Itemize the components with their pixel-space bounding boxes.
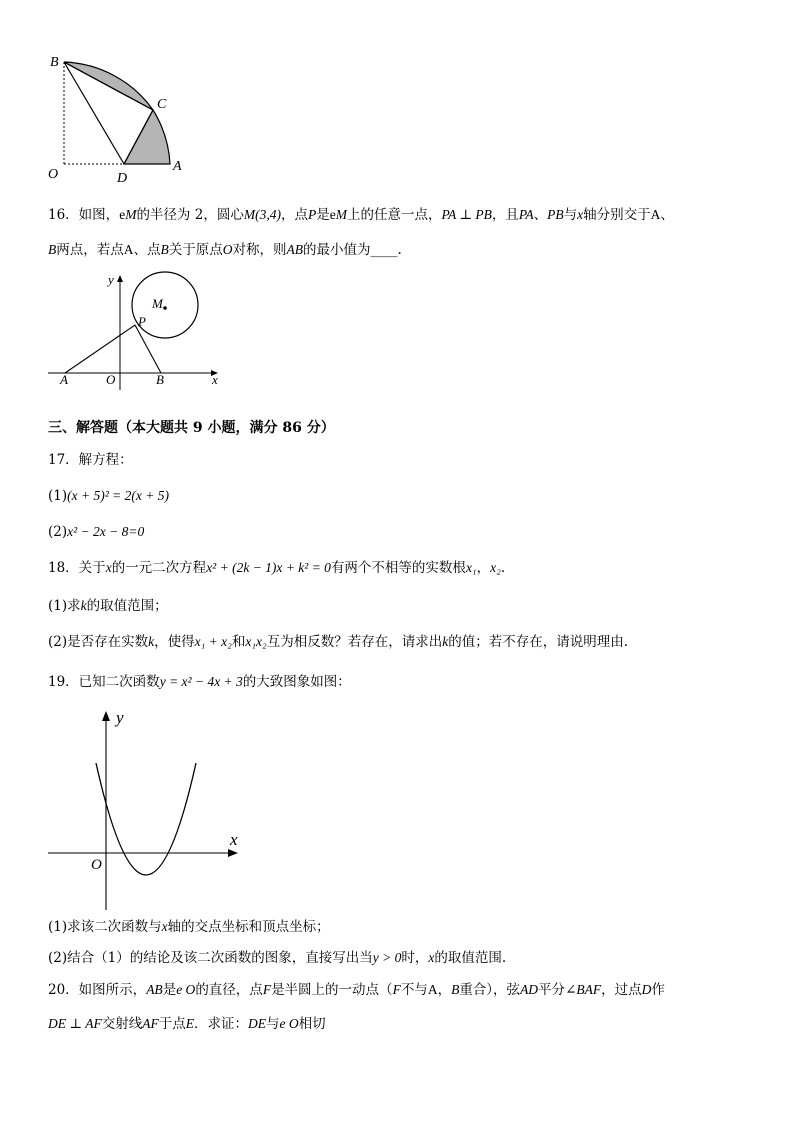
segment-pb <box>135 325 161 373</box>
label-m: M <box>152 296 163 311</box>
label-b: B <box>156 372 164 387</box>
segment-pa <box>65 325 135 373</box>
y-axis-arrow <box>117 275 123 282</box>
label-y: y <box>116 708 124 727</box>
q19-part-2: (2)结合（1）的结论及该二次函数的图象，直接写出当y > 0时，x的取值范围. <box>48 950 507 966</box>
q17-part-1: (1)(x + 5)² = 2(x + 5) <box>48 488 169 504</box>
q19-stem: 19．已知二次函数y = x² − 4x + 3的大致图象如图： <box>48 674 351 690</box>
label-c: C <box>157 97 167 112</box>
q16-line-2: B两点，若点A、点B关于原点O对称，则AB的最小值为____. <box>48 242 402 258</box>
figure-16 <box>40 268 230 393</box>
answer-blank: ____ <box>370 242 398 258</box>
segment-bc <box>64 62 153 110</box>
label-a: A <box>173 159 182 174</box>
q18-stem: 18．关于x的一元二次方程x² + (2k − 1)x + k² = 0有两个不相等的实数根x₁，x₂. <box>48 560 506 576</box>
label-x: x <box>230 830 238 849</box>
label-o: O <box>48 167 59 182</box>
q18-part-2: (2)是否存在实数k，使得x₁ + x₂和x₁x₂互为相反数？若存在，请求出k的值；若不存在，请说明理由. <box>48 634 629 650</box>
label-d: D <box>117 171 128 185</box>
label-b: B <box>50 55 59 70</box>
x-axis-arrow <box>228 849 238 857</box>
q20-line-1: 20．如图所示，AB是e O的直径，点F是半圆上的一动点（F不与A，B重合），弦AD平分∠BAF，过点D作 <box>48 982 665 998</box>
parabola <box>96 763 196 875</box>
figure-15 <box>40 50 200 185</box>
q17-stem: 17．解方程： <box>48 452 133 468</box>
label-o: O <box>91 857 102 873</box>
q19-part-1: (1)求该二次函数与x轴的交点坐标和顶点坐标； <box>48 919 330 935</box>
center-m-dot <box>163 306 167 310</box>
section-heading: 三、解答题（本大题共 9 小题，满分 86 分） <box>48 420 335 436</box>
q18-part-1: (1)求k的取值范围； <box>48 598 168 614</box>
label-p: P <box>138 314 146 329</box>
shaded-region-cda <box>124 110 170 164</box>
label-a: A <box>60 372 68 387</box>
label-x: x <box>212 372 218 387</box>
q17-part-2: (2)x² − 2x − 8=0 <box>48 524 145 540</box>
label-y: y <box>108 272 114 287</box>
y-axis-arrow <box>102 711 110 721</box>
figure-19 <box>40 705 250 910</box>
q16-line-1: 16．如图，eM的半径为 2，圆心M(3,4)，点P是eM上的任意一点，PA ⊥ PB，且PA、PB与x轴分别交于A、 <box>48 207 674 223</box>
q20-line-2: DE ⊥ AF交射线AF于点E．求证：DE与e O相切 <box>48 1016 326 1032</box>
label-o: O <box>106 372 116 387</box>
